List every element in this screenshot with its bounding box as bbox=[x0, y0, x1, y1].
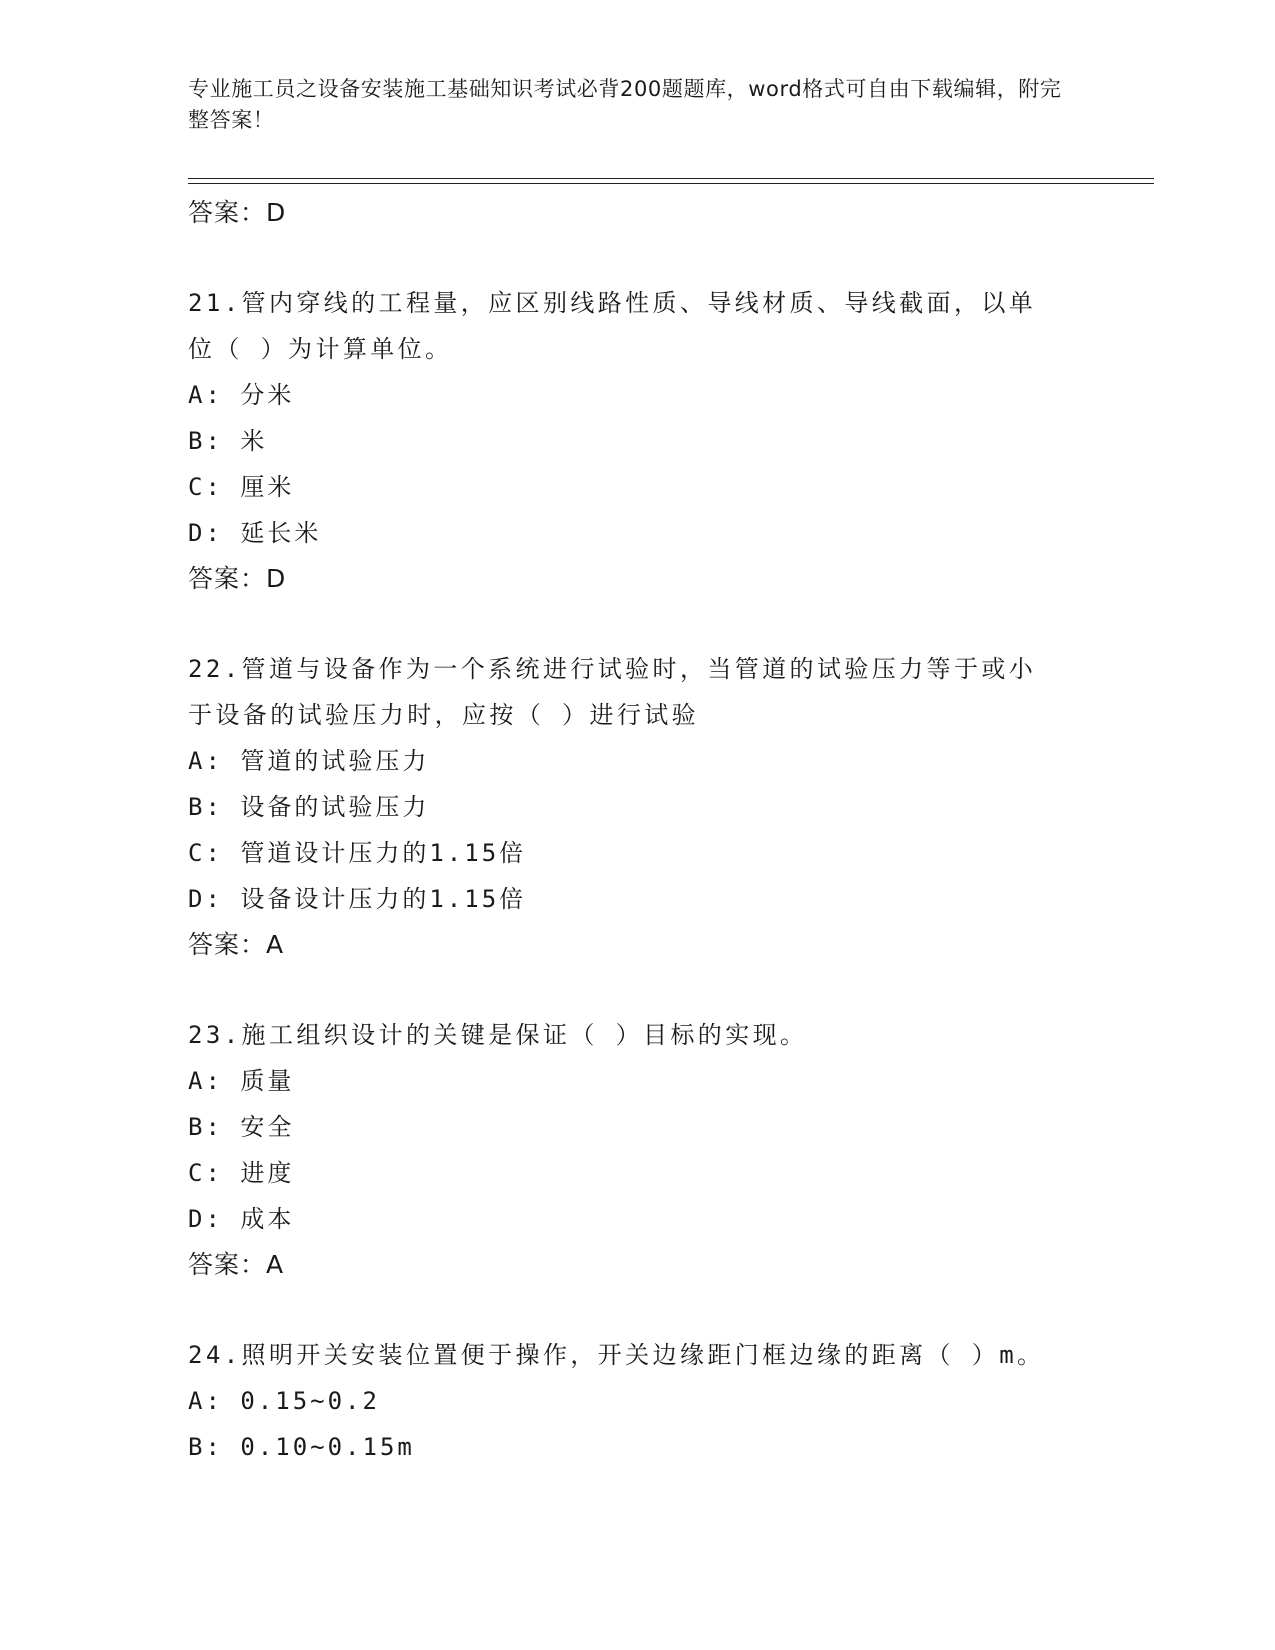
option-c: C: 进度 bbox=[188, 1159, 295, 1187]
option-b: B: 安全 bbox=[188, 1113, 295, 1141]
answer-line: 答案：A bbox=[188, 1250, 285, 1279]
option-d: D: 设备设计压力的1.15倍 bbox=[188, 885, 527, 913]
option-d: D: 延长米 bbox=[188, 519, 322, 547]
option-c: C: 管道设计压力的1.15倍 bbox=[188, 839, 527, 867]
option-a: A: 管道的试验压力 bbox=[188, 747, 430, 775]
option-b: B: 设备的试验压力 bbox=[188, 793, 430, 821]
question-stem-line: 24.照明开关安装位置便于操作，开关边缘距门框边缘的距离（ ）m。 bbox=[188, 1341, 1045, 1369]
question-stem-line: 于设备的试验压力时，应按（ ）进行试验 bbox=[188, 701, 700, 729]
question-block bbox=[188, 1012, 1088, 1288]
answer-line: 答案：D bbox=[188, 564, 287, 593]
question-block bbox=[188, 646, 1088, 968]
question-stem-line: 22.管道与设备作为一个系统进行试验时，当管道的试验压力等于或小 bbox=[188, 655, 1037, 683]
header-divider-top bbox=[188, 178, 1154, 179]
question-block bbox=[188, 1332, 1088, 1470]
header-title: 专业施工员之设备安装施工基础知识考试必背200题题库，word格式可自由下载编辑，附完整答案！ bbox=[188, 77, 1062, 132]
option-d: D: 成本 bbox=[188, 1205, 295, 1233]
header-divider-bottom bbox=[188, 183, 1154, 184]
spacer bbox=[188, 236, 1088, 280]
question-stem-line: 21.管内穿线的工程量，应区别线路性质、导线材质、导线截面，以单 bbox=[188, 289, 1037, 317]
answer-line: 答案：D bbox=[188, 198, 287, 227]
option-a: A: 0.15~0.2 bbox=[188, 1387, 380, 1415]
option-a: A: 分米 bbox=[188, 381, 295, 409]
question-stem-line: 位（ ）为计算单位。 bbox=[188, 335, 453, 363]
document-header bbox=[188, 74, 1068, 136]
option-a: A: 质量 bbox=[188, 1067, 295, 1095]
option-c: C: 厘米 bbox=[188, 473, 295, 501]
spacer bbox=[188, 602, 1088, 646]
spacer bbox=[188, 1288, 1088, 1332]
option-b: B: 米 bbox=[188, 427, 268, 455]
question-stem-line: 23.施工组织设计的关键是保证（ ）目标的实现。 bbox=[188, 1021, 808, 1049]
spacer bbox=[188, 968, 1088, 1012]
option-b: B: 0.10~0.15m bbox=[188, 1433, 415, 1461]
question-block bbox=[188, 280, 1088, 602]
document-body bbox=[188, 190, 1088, 1470]
answer-line: 答案：A bbox=[188, 930, 285, 959]
